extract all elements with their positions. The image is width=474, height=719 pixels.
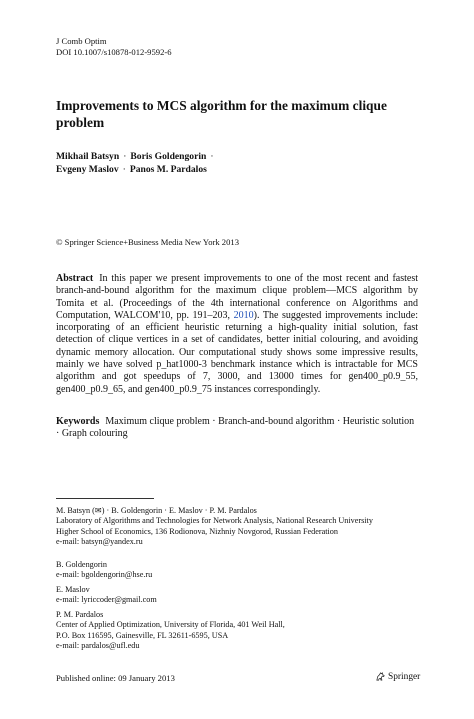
abstract-text: In this paper we present improvements to one of the most recent and fastest branch-and-bound algorithm for the maximum clique problem—MCS algorithm by Tomita et al. (Proceedings of the 4th international conference on Algorithms and Computation, WALCOM'10, pp. 191–203, (56, 273, 418, 321)
affiliation-name: B. Goldengorin (56, 560, 107, 569)
doi: DOI 10.1007/s10878-012-9592-6 (56, 47, 172, 57)
affiliation-email: e-mail: bgoldengorin@hse.ru (56, 570, 153, 580)
keywords-text: Maximum clique problem · Branch-and-bound algorithm · Heuristic solution · Graph colouring (56, 416, 415, 440)
citation-link[interactable]: 2010 (233, 309, 254, 321)
affiliation-email: e-mail: batsyn@yandex.ru (56, 536, 143, 546)
author-separator: · (210, 151, 214, 162)
affiliation-block (56, 585, 426, 606)
affiliation-block (56, 610, 426, 651)
affiliation-email: e-mail: lyriccoder@gmail.com (56, 595, 157, 605)
abstract (56, 273, 418, 396)
abstract-label: Abstract (56, 273, 94, 284)
affiliation-block (56, 506, 426, 547)
author-name: Boris Goldengorin (130, 151, 207, 162)
affiliation-email: e-mail: pardalos@ufl.edu (56, 640, 140, 650)
author-separator: · (122, 164, 126, 175)
abstract-text-continued: ). The suggested improvements include: incorporating of an efficient heuristic returning a high-quality initial solution, fast detection of clique vertices in a set of candidates, better initial colouring, and avoiding dynamic memory allocation. Our computational study shows some impressive results, mainly we have solved p_hat1000-3 benchmark instance which is intractable for MCS algorithm and got speedups of 7, 3000, and 13000 times for gen400_p0.9_55, gen400_p0.9_65, and gen400_p0.9_75 instances correspondingly. (56, 309, 418, 395)
authors-line-1 (56, 150, 218, 163)
affiliation-line: Center of Applied Optimization, University of Florida, 401 Weil Hall, (56, 620, 285, 630)
affiliation-name: P. M. Pardalos (56, 610, 104, 619)
affiliation-block (56, 560, 426, 581)
journal-name: J Comb Optim (56, 36, 107, 46)
author-name: Mikhail Batsyn (56, 151, 120, 162)
publisher-name: Springer (388, 671, 421, 682)
affiliation-line: Higher School of Economics, 136 Rodionova, Nizhniy Novgorod, Russian Federation (56, 526, 338, 536)
paper-title: Improvements to MCS algorithm for the maximum clique problem (56, 98, 387, 130)
keywords (56, 416, 418, 441)
affiliation-line: Laboratory of Algorithms and Technologies for Network Analysis, National Research University (56, 516, 373, 526)
published-date: Published online: 09 January 2013 (56, 673, 175, 683)
authors-line-2 (56, 163, 207, 176)
affiliation-line: P.O. Box 116595, Gainesville, FL 32611-6595, USA (56, 630, 229, 640)
springer-logo (375, 671, 420, 682)
affiliation-authors: M. Batsyn (✉) · B. Goldengorin · E. Maslov · P. M. Pardalos (56, 506, 257, 515)
springer-horse-icon (375, 671, 386, 682)
author-name: Panos M. Pardalos (129, 164, 207, 175)
keywords-label: Keywords (56, 416, 100, 427)
author-separator: · (123, 151, 127, 162)
copyright-notice: © Springer Science+Business Media New York 2013 (56, 237, 239, 247)
author-name: Evgeny Maslov (56, 164, 119, 175)
footnote-divider (56, 498, 154, 499)
affiliation-name: E. Maslov (56, 585, 90, 594)
